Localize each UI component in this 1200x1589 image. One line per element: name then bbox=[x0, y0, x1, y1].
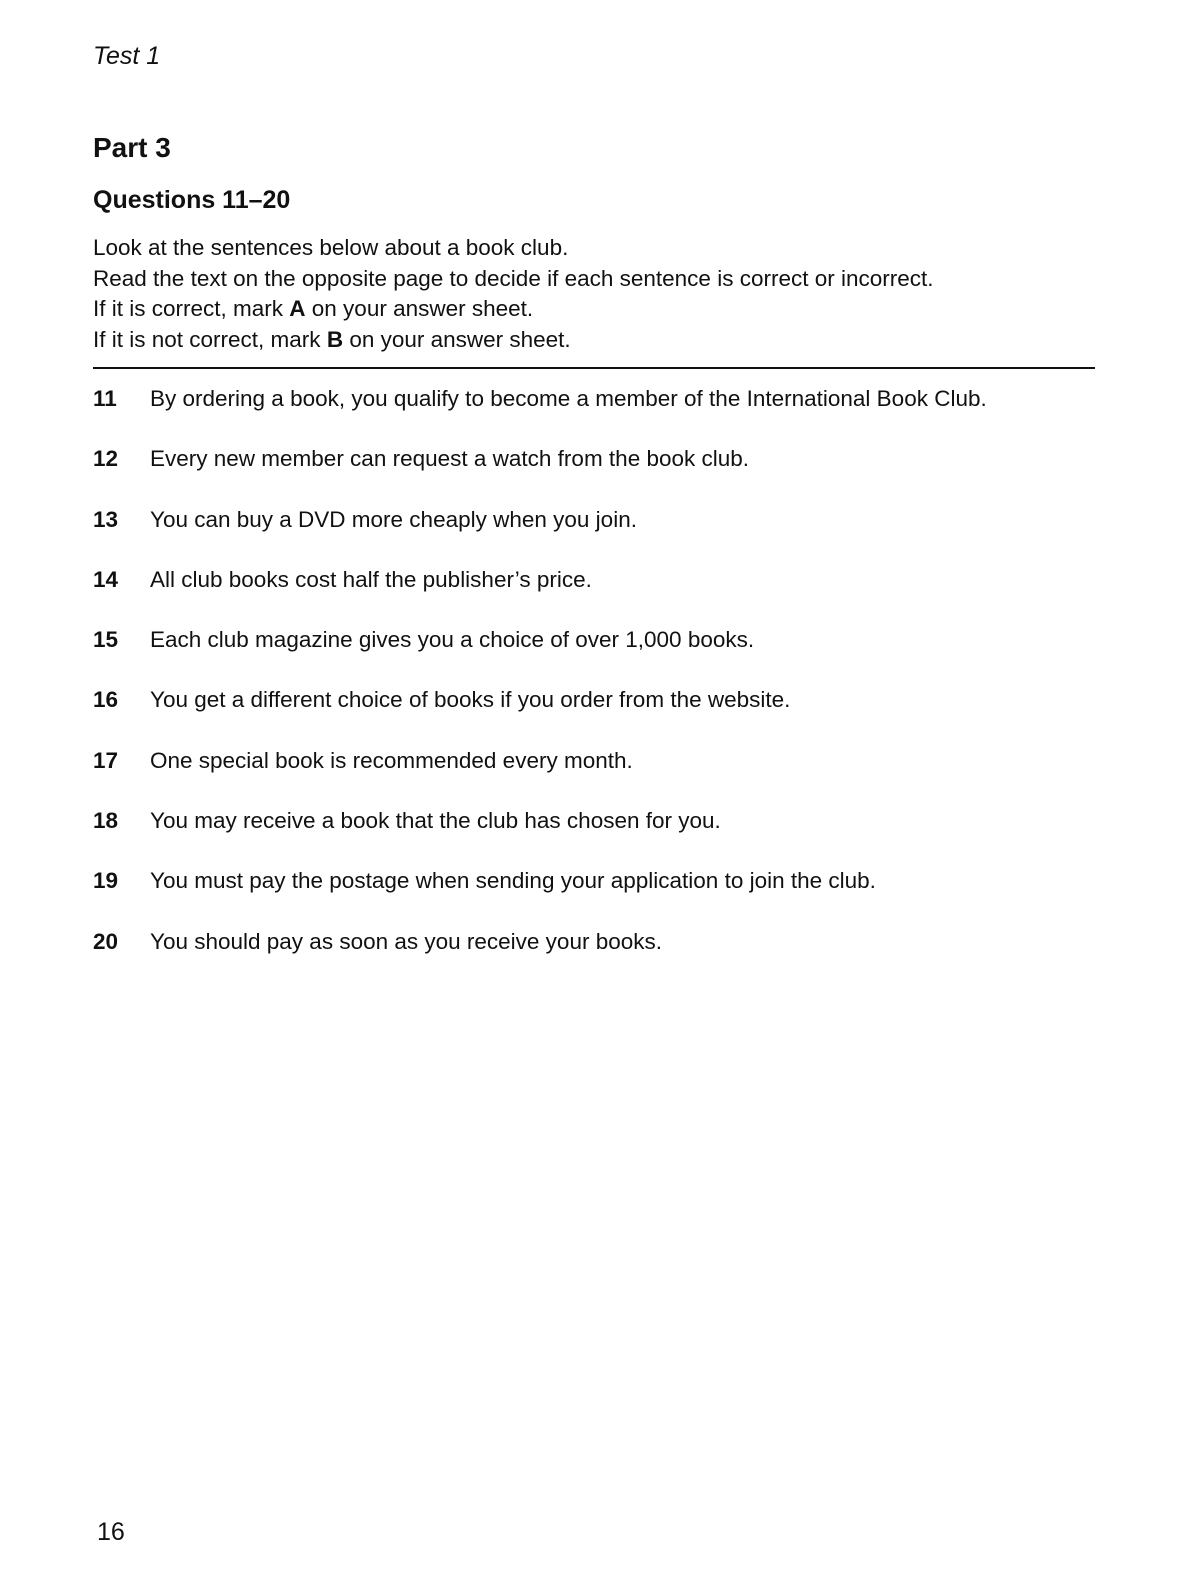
part-title: Part 3 bbox=[93, 132, 171, 163]
question-item bbox=[93, 382, 1093, 442]
question-item bbox=[93, 864, 1093, 924]
question-number: 20 bbox=[93, 928, 119, 954]
question-number: 11 bbox=[93, 386, 117, 411]
instruction-text: on your answer sheet. bbox=[305, 296, 534, 321]
question-text: You should pay as soon as you receive your books. bbox=[150, 928, 662, 954]
question-item bbox=[93, 925, 1093, 985]
answer-letter-a: A bbox=[289, 296, 306, 321]
question-text: By ordering a book, you qualify to become a member of the International Book Club. bbox=[150, 386, 987, 411]
question-item bbox=[93, 623, 1093, 683]
question-number: 14 bbox=[93, 566, 119, 592]
question-text: All club books cost half the publisher’s price. bbox=[150, 566, 592, 592]
question-text: You get a different choice of books if you order from the website. bbox=[150, 687, 791, 713]
questions-title: Questions 11–20 bbox=[93, 186, 291, 214]
instruction-text: If it is correct, mark bbox=[93, 296, 290, 321]
question-item bbox=[93, 442, 1093, 502]
running-head: Test 1 bbox=[93, 42, 161, 70]
answer-letter-b: B bbox=[326, 326, 344, 352]
question-number: 13 bbox=[93, 506, 119, 532]
question-item bbox=[93, 683, 1093, 743]
instruction-line bbox=[93, 325, 1093, 356]
instruction-line: Look at the sentences below about a book club. bbox=[93, 235, 569, 260]
instruction-line: Read the text on the opposite page to decide if each sentence is correct or incorrect. bbox=[93, 265, 934, 291]
question-item bbox=[93, 744, 1093, 804]
instructions bbox=[93, 233, 1093, 355]
page-number: 16 bbox=[97, 1518, 125, 1546]
question-text: You can buy a DVD more cheaply when you join. bbox=[150, 506, 637, 532]
question-number: 19 bbox=[93, 868, 119, 894]
instruction-line bbox=[93, 294, 1093, 325]
question-item bbox=[93, 503, 1093, 563]
question-number: 12 bbox=[93, 446, 119, 472]
question-text: You may receive a book that the club has chosen for you. bbox=[150, 808, 721, 834]
divider bbox=[93, 367, 1095, 369]
question-item bbox=[93, 563, 1093, 623]
instruction-text: If it is not correct, mark bbox=[93, 326, 327, 352]
question-item bbox=[93, 804, 1093, 864]
question-text: You must pay the postage when sending your application to join the club. bbox=[150, 868, 876, 894]
question-list bbox=[93, 382, 1093, 985]
question-text: Each club magazine gives you a choice of over 1,000 books. bbox=[150, 627, 755, 653]
question-number: 16 bbox=[93, 687, 119, 713]
question-number: 15 bbox=[93, 627, 119, 653]
instruction-text: on your answer sheet. bbox=[343, 326, 571, 352]
question-text: Every new member can request a watch from the book club. bbox=[150, 446, 750, 472]
question-number: 17 bbox=[93, 747, 119, 773]
question-number: 18 bbox=[93, 808, 119, 834]
question-text: One special book is recommended every month. bbox=[150, 747, 633, 773]
